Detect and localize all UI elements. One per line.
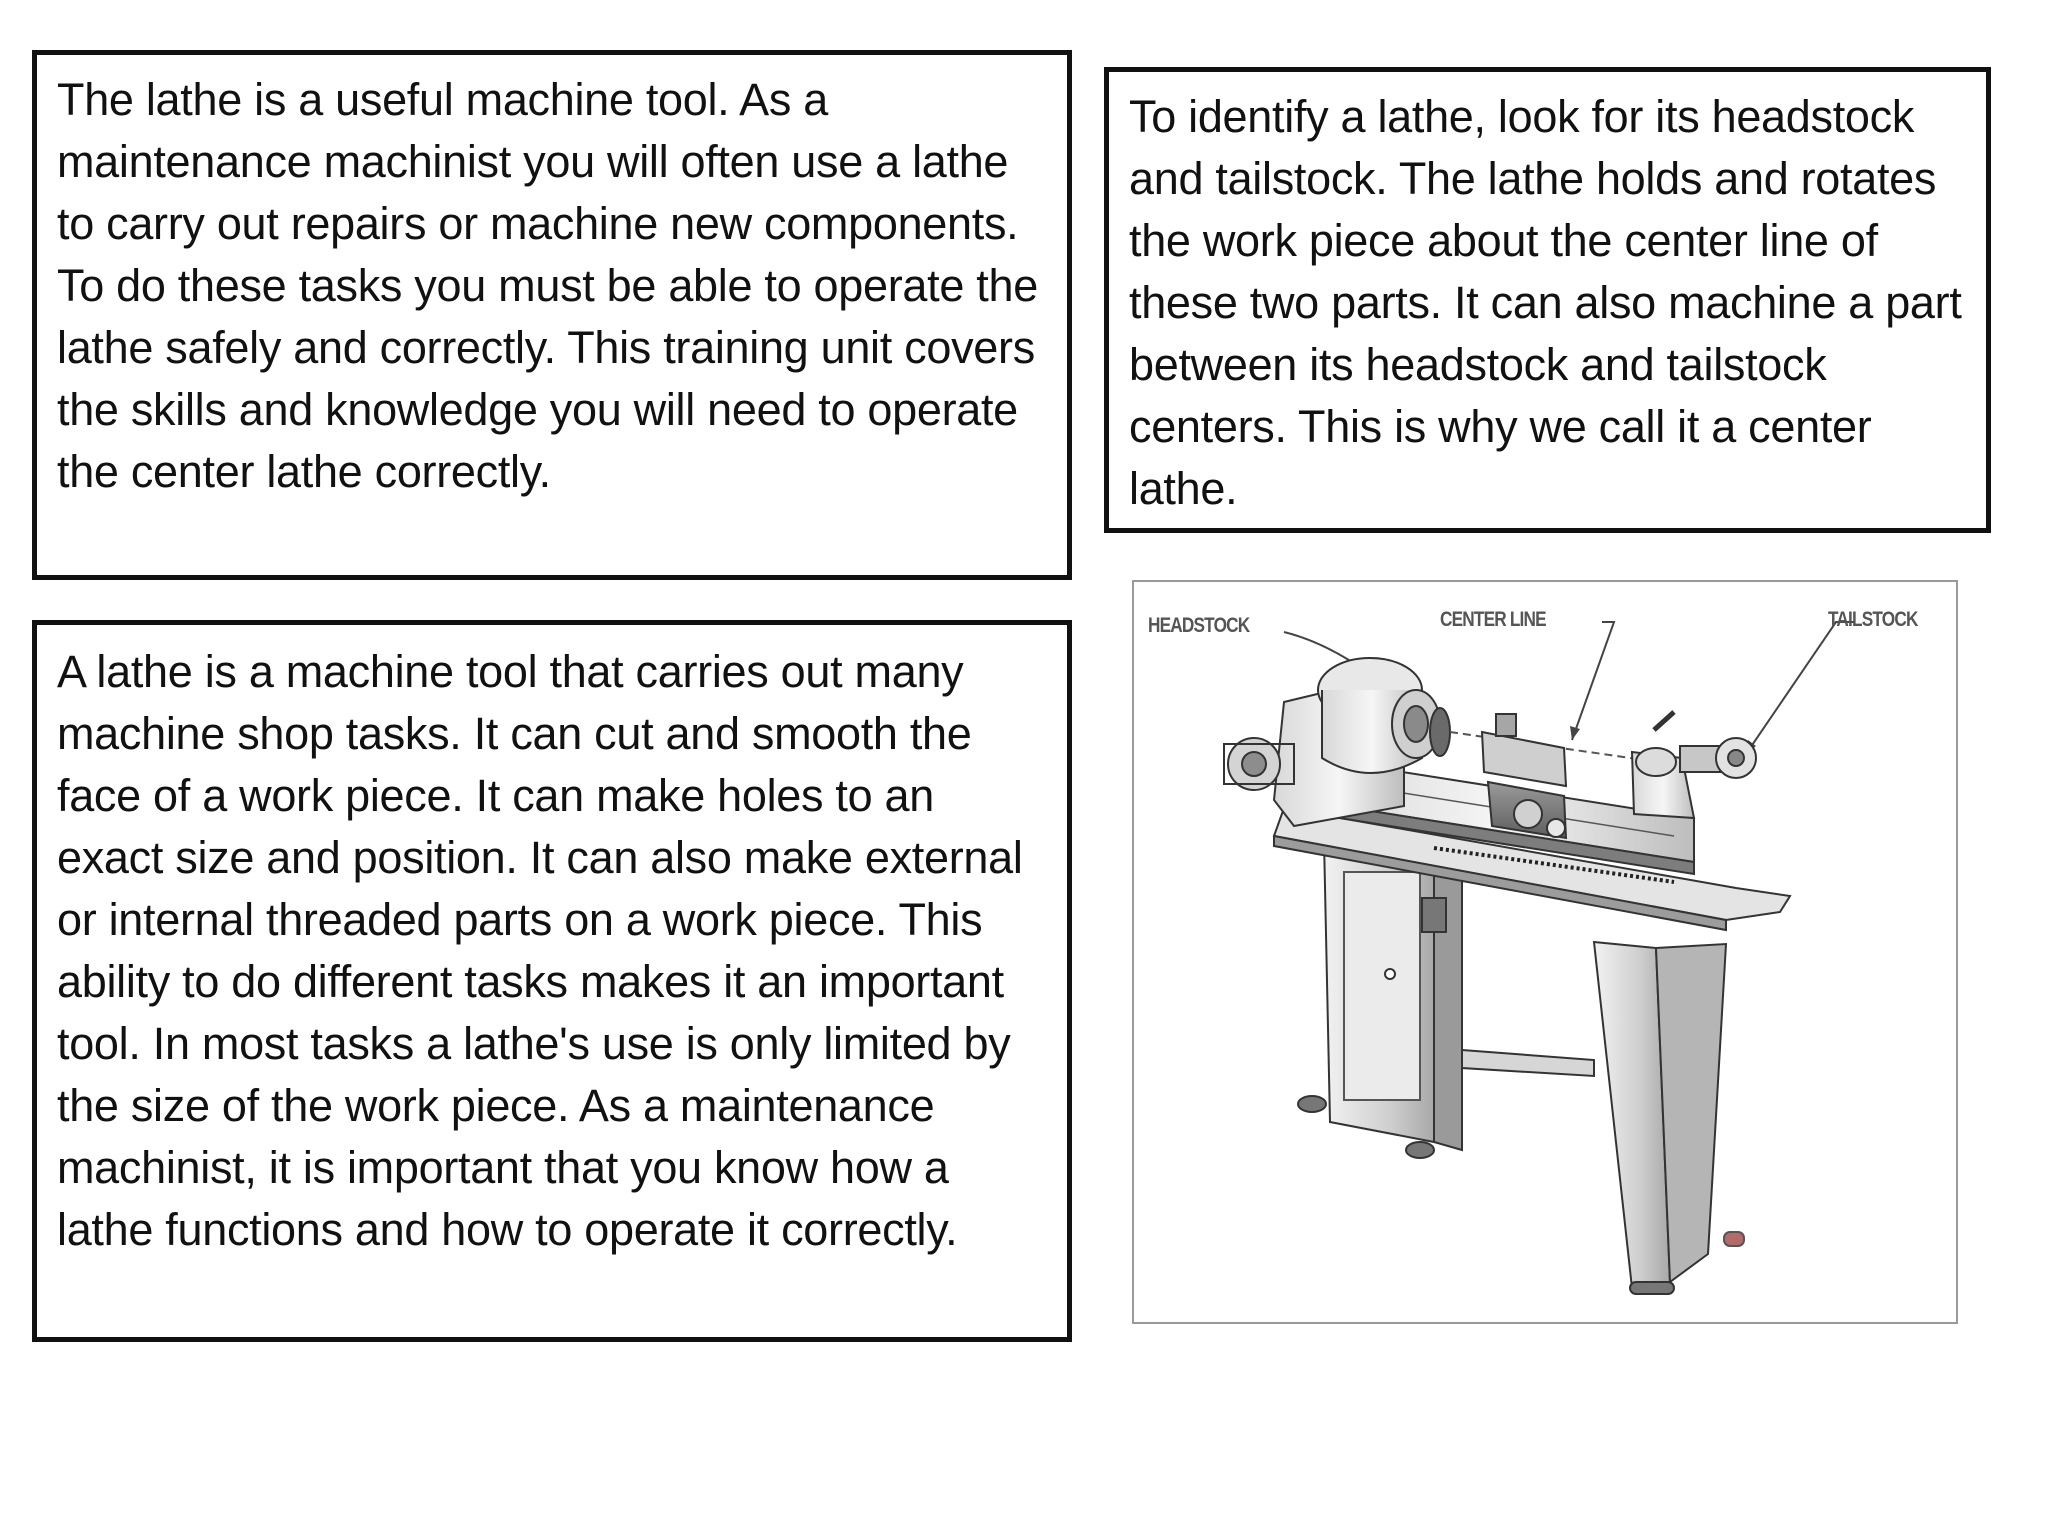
- identify-paragraph: To identify a lathe, look for its headstock and tailstock. The lathe holds and rotates the work piece about the center line of these two parts. It can also machine a part between its headstock and tailstock centers. This is why we call it a center lathe.: [1129, 91, 1962, 514]
- lathe-diagram: [1132, 580, 1958, 1324]
- cabinet-stand: [1324, 840, 1462, 1150]
- lathe-illustration: [1134, 582, 1956, 1322]
- functions-paragraph: A lathe is a machine tool that carries out many machine shop tasks. It can cut and smooth the face of a work piece. It can make holes to an exact size and position. It can also make external or internal threaded parts on a work piece. This ability to do different tasks makes it an important tool. In most tasks a lathe's use is only limited by the size of the work piece. As a maintenance machinist, it is important that you know how a lathe functions and how to operate it correctly.: [57, 646, 1023, 1255]
- chuck: [1430, 708, 1450, 756]
- carriage: [1482, 714, 1566, 838]
- center-line-label: CENTER LINE: [1440, 608, 1546, 631]
- intro-paragraph: The lathe is a useful machine tool. As a maintenance machinist you will often use a lathe to carry out repairs or machine new components. To do these tasks you must be able to operate the lathe safely and correctly. This training unit covers the skills and knowledge you will need to operate the center lathe correctly.: [57, 74, 1038, 497]
- tailstock-leg: [1594, 942, 1744, 1294]
- identify-text-box: [1104, 67, 1991, 533]
- intro-text-box: [32, 50, 1072, 580]
- tailstock: [1632, 712, 1756, 818]
- lower-shelf: [1462, 1050, 1594, 1076]
- functions-text-box: [32, 620, 1072, 1342]
- tailstock-label: TAILSTOCK: [1828, 608, 1918, 631]
- headstock-label: HEADSTOCK: [1148, 614, 1250, 637]
